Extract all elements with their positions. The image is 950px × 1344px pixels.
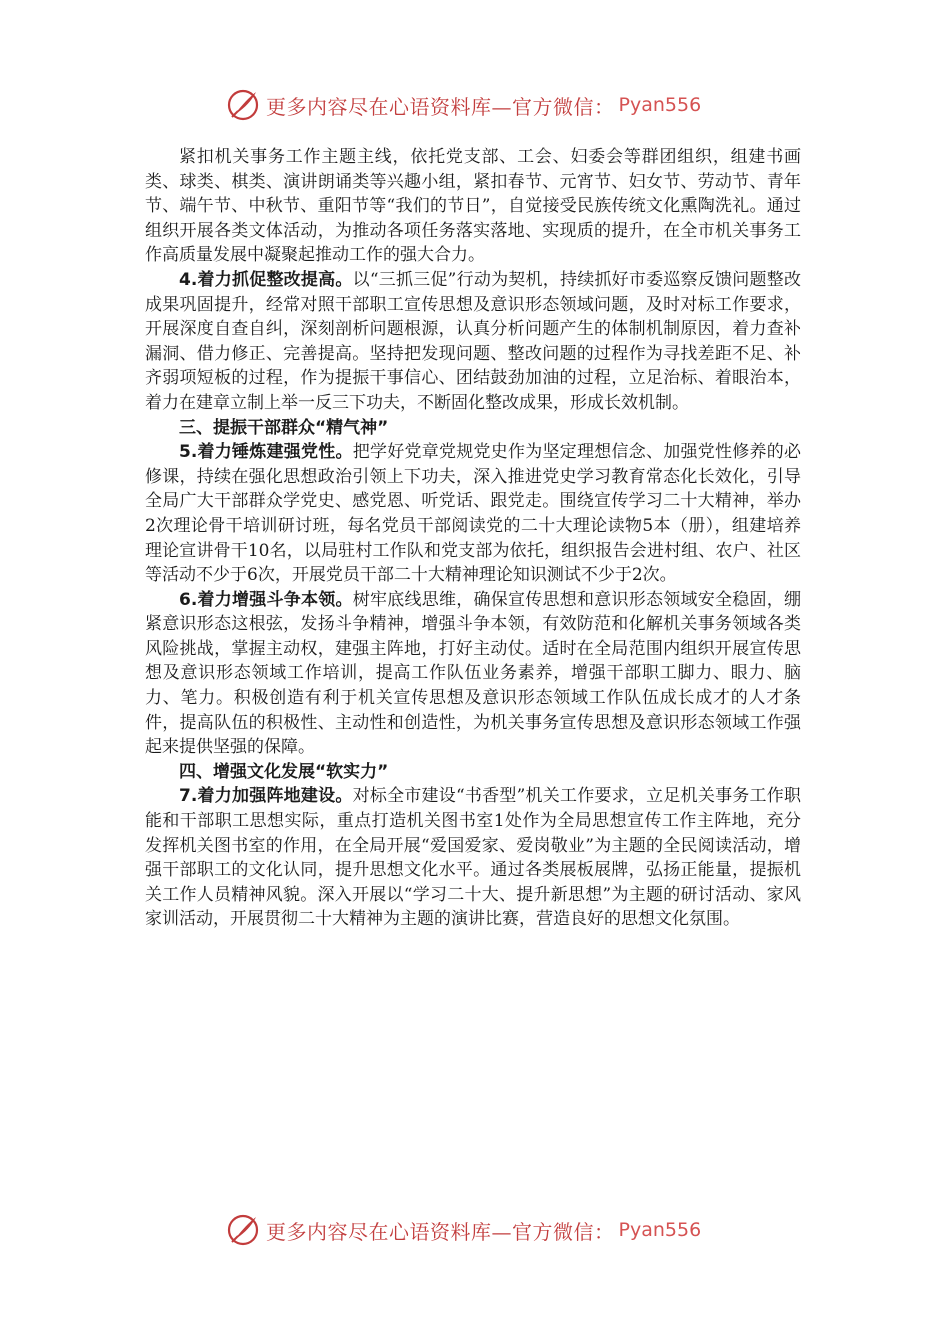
document-body: [145, 145, 801, 932]
banner-text: 更多内容尽在心语资料库—官方微信：: [266, 94, 615, 119]
paragraph-4-lead: 6.着力增强斗争本领。: [179, 589, 353, 610]
paragraph-1: 紧扣机关事务工作主题主线，依托党支部、工会、妇委会等群团组织，组建书画类、球类、棋类、演讲朗诵类等兴趣小组，紧扣春节、元宵节、妇女节、劳动节、青年节、端午节、中秋节、重阳节等“我们的节日”，自觉接受民族传统文化熏陶洗礼。通过组织开展各类文体活动，为推动各项任务落实落地、实现质的提升，在全市机关事务工作高质量发展中凝聚起推动工作的强大合力。: [145, 147, 801, 266]
paragraph-5: [145, 784, 801, 932]
paragraph-3: [145, 440, 801, 588]
quill-pen-circle-icon: [226, 1213, 260, 1247]
footer-banner: [226, 1210, 701, 1250]
paragraph-2-text: 以“三抓三促”行动为契机，持续抓好市委巡察反馈问题整改成果巩固提升，经常对照干部职工宣传思想及意识形态领域问题，及时对标工作要求，开展深度自查自纠，深刻剖析问题根源，认真分析问题产生的体制机制原因，着力查补漏洞、借力修正、完善提高。坚持把发现问题、整改问题的过程作为寻找差距不足、补齐弱项短板的过程，作为提振干事信心、团结鼓劲加油的过程，立足治标、着眼治本，着力在建章立制上举一反三下功夫，不断固化整改成果，形成长效机制。: [145, 269, 801, 413]
section-heading-3: 三、提振干部群众“精气神”: [179, 417, 389, 438]
paragraph-3-lead: 5.着力锤炼建强党性。: [179, 442, 353, 463]
banner-text: 更多内容尽在心语资料库—官方微信：: [266, 1219, 615, 1244]
paragraph-4-text: 树牢底线思维，确保宣传思想和意识形态领域安全稳固，绷紧意识形态这根弦，发扬斗争精神，增强斗争本领，有效防范和化解机关事务领域各类风险挑战，掌握主动权，建强主阵地，打好主动仗。适时在全局范围内组织开展宣传思想及意识形态领域工作培训，提高工作队伍业务素养，增强干部职工脚力、眼力、脑力、笔力。积极创造有利于机关宣传思想及意识形态领域工作队伍成长成才的人才条件，提高队伍的积极性、主动性和创造性，为机关事务宣传思想及意识形态领域工作强起来提供坚强的保障。: [145, 589, 801, 758]
paragraph-5-text: 对标全市建设“书香型”机关工作要求，立足机关事务工作职能和干部职工思想实际，重点打造机关图书室1处作为全局思想宣传工作主阵地，充分发挥机关图书室的作用，在全局开展“爱国爱家、爱岗敬业”为主题的全民阅读活动，增强干部职工的文化认同，提升思想文化水平。通过各类展板展牌，弘扬正能量，提振机关工作人员精神风貌。深入开展以“学习二十大、提升新思想”为主题的研讨活动、家风家训活动，开展贯彻二十大精神为主题的演讲比赛，营造良好的思想文化氛围。: [145, 786, 801, 930]
paragraph-5-lead: 7.着力加强阵地建设。: [179, 786, 353, 807]
paragraph-3-text: 把学好党章党规党史作为坚定理想信念、加强党性修养的必修课，持续在强化思想政治引领上下功夫，深入推进党史学习教育常态化长效化，引导全局广大干部群众学党史、感党恩、听党话、跟党走。围绕宣传学习二十大精神，举办2次理论骨干培训研讨班，每名党员干部阅读党的二十大理论读物5本（册），组建培养理论宣讲骨干10名，以局驻村工作队和党支部为依托，组织报告会进村组、农户、社区等活动不少于6次，开展党员干部二十大精神理论知识测试不少于2次。: [145, 442, 801, 586]
wechat-id: Pyan556: [618, 1219, 702, 1241]
header-banner: [226, 85, 701, 125]
paragraph-2: [145, 268, 801, 416]
section-heading-4: 四、增强文化发展“软实力”: [179, 761, 389, 782]
wechat-id: Pyan556: [618, 94, 702, 116]
paragraph-4: [145, 588, 801, 760]
paragraph-2-lead: 4.着力抓促整改提高。: [179, 269, 353, 290]
quill-pen-circle-icon: [226, 88, 260, 122]
